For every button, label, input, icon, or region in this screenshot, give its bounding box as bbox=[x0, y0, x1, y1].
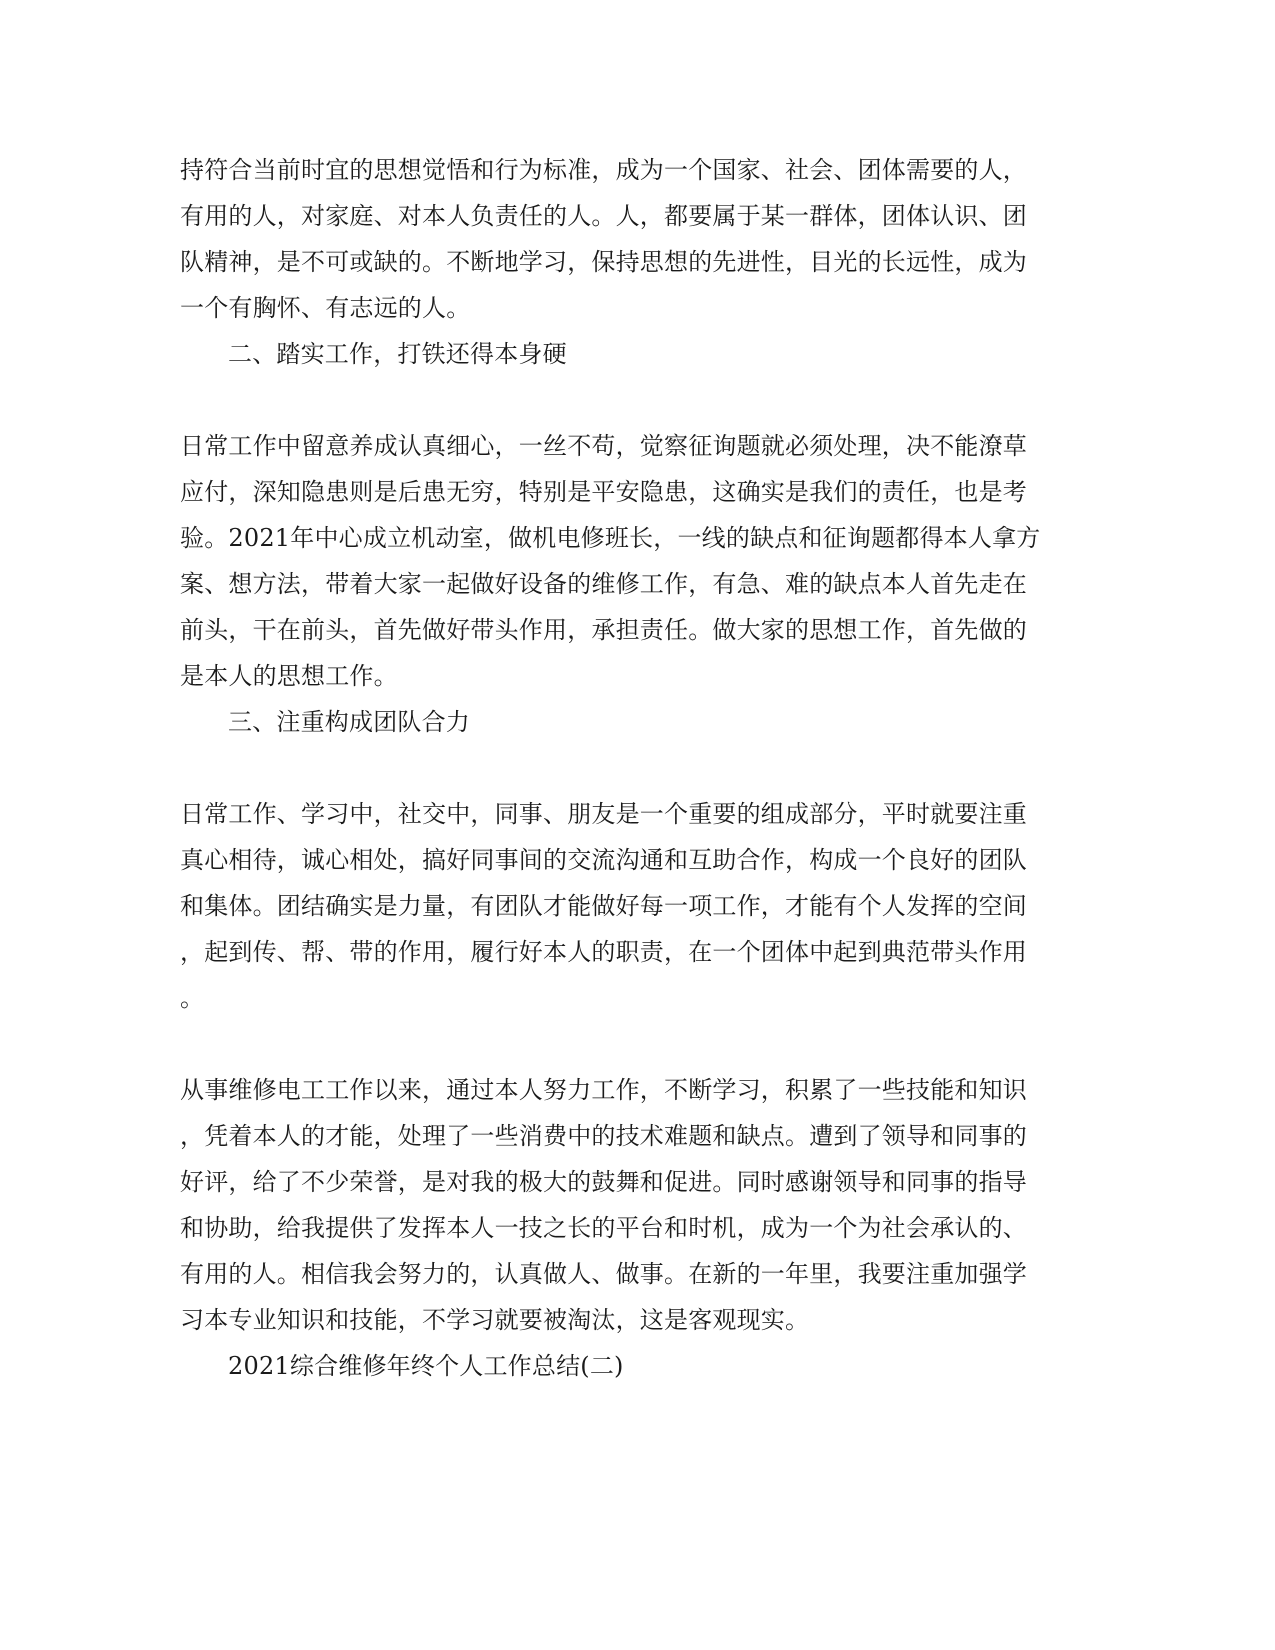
paragraph-line: 是本人的思想工作。 bbox=[180, 662, 398, 690]
paragraph-line: 有用的人。相信我会努力的，认真做人、做事。在新的一年里，我要注重加强学 bbox=[180, 1260, 1027, 1288]
paragraph-line: 习本专业知识和技能，不学习就要被淘汰，这是客观现实。 bbox=[180, 1306, 810, 1334]
paragraph-line: 队精神，是不可或缺的。不断地学习，保持思想的先进性，目光的长远性，成为 bbox=[180, 248, 1027, 276]
paragraph-line: 从事维修电工工作以来，通过本人努力工作，不断学习，积累了一些技能和知识 bbox=[180, 1076, 1027, 1104]
paragraph-line: 验。2021年中心成立机动室，做机电修班长，一线的缺点和征询题都得本人拿方 bbox=[180, 524, 1041, 552]
paragraph-line: ，起到传、帮、带的作用，履行好本人的职责，在一个团体中起到典范带头作用 bbox=[180, 938, 1027, 966]
paragraph-line: 应付，深知隐患则是后患无穷，特别是平安隐患，这确实是我们的责任，也是考 bbox=[180, 478, 1027, 506]
paragraph-line: 真心相待，诚心相处，搞好同事间的交流沟通和互助合作，构成一个良好的团队 bbox=[180, 846, 1027, 874]
paragraph-line: ，凭着本人的才能，处理了一些消费中的技术难题和缺点。遭到了领导和同事的 bbox=[180, 1122, 1027, 1150]
paragraph-line: 案、想方法，带着大家一起做好设备的维修工作，有急、难的缺点本人首先走在 bbox=[180, 570, 1027, 598]
paragraph-line: 前头，干在前头，首先做好带头作用，承担责任。做大家的思想工作，首先做的 bbox=[180, 616, 1027, 644]
paragraph-line: 一个有胸怀、有志远的人。 bbox=[180, 294, 471, 322]
section-title: 2021综合维修年终个人工作总结(二) bbox=[228, 1352, 624, 1380]
paragraph-line: 好评，给了不少荣誉，是对我的极大的鼓舞和促进。同时感谢领导和同事的指导 bbox=[180, 1168, 1027, 1196]
paragraph-line: 日常工作、学习中，社交中，同事、朋友是一个重要的组成部分，平时就要注重 bbox=[180, 800, 1027, 828]
paragraph-line: 持符合当前时宜的思想觉悟和行为标准，成为一个国家、社会、团体需要的人， bbox=[180, 156, 1027, 184]
paragraph-line: 和协助，给我提供了发挥本人一技之长的平台和时机，成为一个为社会承认的、 bbox=[180, 1214, 1027, 1242]
paragraph-line: 日常工作中留意养成认真细心，一丝不苟，觉察征询题就必须处理，决不能潦草 bbox=[180, 432, 1027, 460]
paragraph-line: 。 bbox=[180, 984, 205, 1012]
paragraph-line: 有用的人，对家庭、对本人负责任的人。人，都要属于某一群体，团体认识、团 bbox=[180, 202, 1027, 230]
section-heading: 三、注重构成团队合力 bbox=[228, 708, 470, 736]
section-heading: 二、踏实工作，打铁还得本身硬 bbox=[228, 340, 567, 368]
paragraph-line: 和集体。团结确实是力量，有团队才能做好每一项工作，才能有个人发挥的空间 bbox=[180, 892, 1027, 920]
